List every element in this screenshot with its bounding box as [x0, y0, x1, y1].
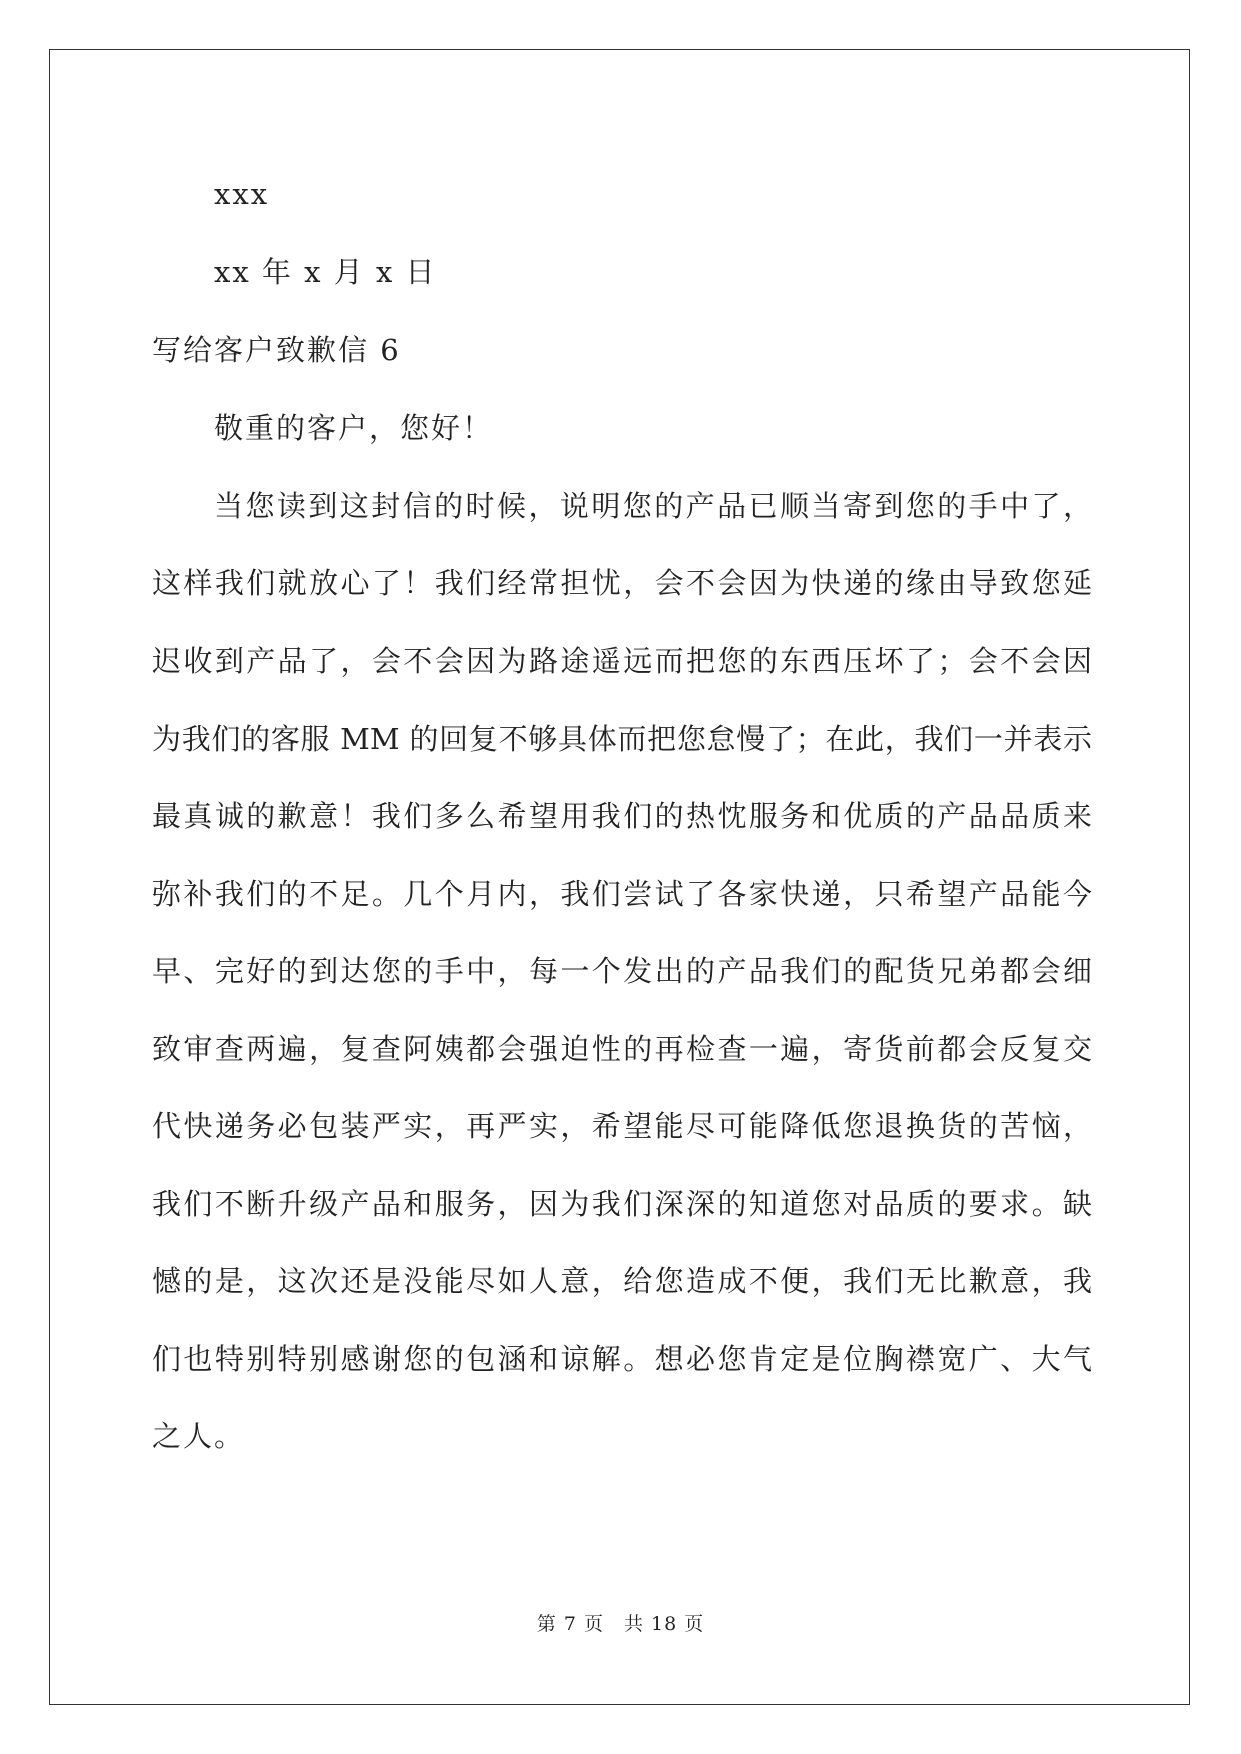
paragraph-line: 我们不断升级产品和服务，因为我们深深的知道您对品质的要求。缺 — [152, 1187, 1092, 1221]
letter-heading: 写给客户致歉信 6 — [152, 333, 401, 367]
paragraph-line: 当您读到这封信的时候，说明您的产品已顺当寄到您的手中了， — [214, 489, 1092, 523]
paragraph-line: 们也特别特别感谢您的包涵和谅解。想必您肯定是位胸襟宽广、大气 — [152, 1342, 1092, 1376]
paragraph-line: 这样我们就放心了！我们经常担忧，会不会因为快递的缘由导致您延 — [152, 566, 1092, 600]
page-number-footer: 第 7 页 共 18 页 — [536, 1613, 705, 1635]
paragraph-line: 代快递务必包装严实，再严实，希望能尽可能降低您退换货的苦恼， — [152, 1109, 1092, 1143]
signature: xxx — [214, 177, 270, 211]
letter-date: xx 年 x 月 x 日 — [214, 255, 437, 289]
paragraph-line: 迟收到产品了，会不会因为路途遥远而把您的东西压坏了；会不会因 — [152, 644, 1092, 678]
paragraph-line: 最真诚的歉意！我们多么希望用我们的热忱服务和优质的产品品质来 — [152, 799, 1092, 833]
paragraph-line: 之人。 — [152, 1419, 246, 1453]
paragraph-line: 早、完好的到达您的手中，每一个发出的产品我们的配货兄弟都会细 — [152, 954, 1092, 988]
paragraph-line: 憾的是，这次还是没能尽如人意，给您造成不便，我们无比歉意，我 — [152, 1264, 1092, 1298]
paragraph-line: 致审查两遍，复查阿姨都会强迫性的再检查一遍，寄货前都会反复交 — [152, 1032, 1092, 1066]
paragraph-line: 弥补我们的不足。几个月内，我们尝试了各家快递，只希望产品能今 — [152, 877, 1092, 911]
salutation: 敬重的客户，您好！ — [214, 411, 494, 445]
paragraph-line: 为我们的客服 MM 的回复不够具体而把您怠慢了；在此，我们一并表示 — [152, 722, 1092, 756]
